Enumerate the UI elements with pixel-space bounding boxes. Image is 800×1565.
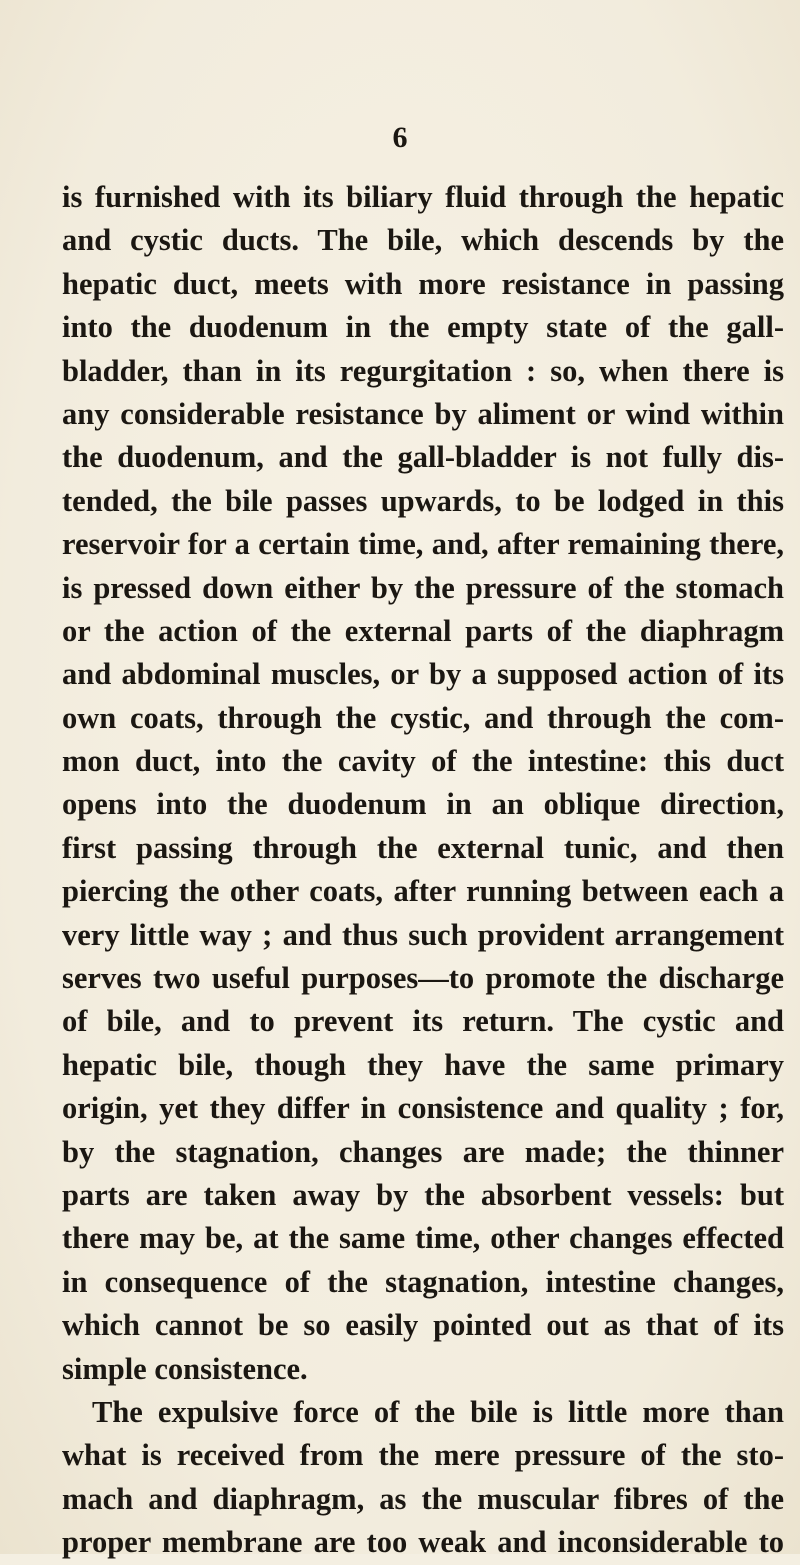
text-line: own coats, through the cystic, and through the com- [62, 700, 784, 735]
text-line: or the action of the external parts of the diaphragm [62, 613, 784, 648]
text-line: reservoir for a certain time, and, after remaining there, [62, 527, 784, 562]
text-line: is furnished with its biliary fluid through the hepatic [62, 180, 784, 214]
text-line: the duodenum, and the gall-bladder is not fully dis- [62, 440, 784, 475]
text-line: hepatic duct, meets with more resistance in passing [62, 266, 784, 301]
text-line: into the duodenum in the empty state of the gall- [62, 310, 784, 345]
text-line: in consequence of the stagnation, intestine changes, [62, 1264, 784, 1299]
text-line: proper membrane are too weak and inconsiderable to [62, 1525, 784, 1560]
text-line: very little way ; and thus such provident arrangement [62, 917, 784, 952]
text-line: mon duct, into the cavity of the intestine: this duct [62, 744, 784, 779]
text-line: origin, yet they differ in consistence and quality ; for, [62, 1091, 784, 1126]
text-line: of bile, and to prevent its return. The cystic and [62, 1004, 784, 1039]
text-line: and abdominal muscles, or by a supposed action of its [62, 657, 784, 692]
text-line: parts are taken away by the absorbent vessels: but [62, 1177, 784, 1212]
text-line: tended, the bile passes upwards, to be lodged in this [62, 483, 784, 518]
text-line: there may be, at the same time, other changes effected [62, 1221, 784, 1256]
text-line: first passing through the external tunic, and then [62, 830, 784, 865]
text-line: what is received from the mere pressure of the sto- [62, 1438, 784, 1473]
text-line: opens into the duodenum in an oblique direction, [62, 787, 784, 822]
text-line: and cystic ducts. The bile, which descends by the [62, 223, 784, 258]
text-line: The expulsive force of the bile is little more than [92, 1394, 784, 1429]
text-line: mach and diaphragm, as the muscular fibres of the [62, 1481, 784, 1516]
body-text [62, 176, 784, 1565]
text-line: which cannot be so easily pointed out as that of its [62, 1308, 784, 1343]
text-line: serves two useful purposes—to promote the discharge [62, 961, 784, 996]
text-line: is pressed down either by the pressure of the stomach [62, 570, 784, 605]
text-line: any considerable resistance by aliment or wind within [62, 396, 784, 431]
text-line: simple consistence. [62, 1351, 308, 1386]
page-number: 6 [392, 121, 408, 154]
text-line: piercing the other coats, after running between each a [62, 874, 784, 909]
text-line: hepatic bile, though they have the same primary [62, 1047, 784, 1082]
text-line: by the stagnation, changes are made; the thinner [62, 1134, 784, 1169]
text-line: bladder, than in its regurgitation : so, when there is [62, 353, 784, 388]
